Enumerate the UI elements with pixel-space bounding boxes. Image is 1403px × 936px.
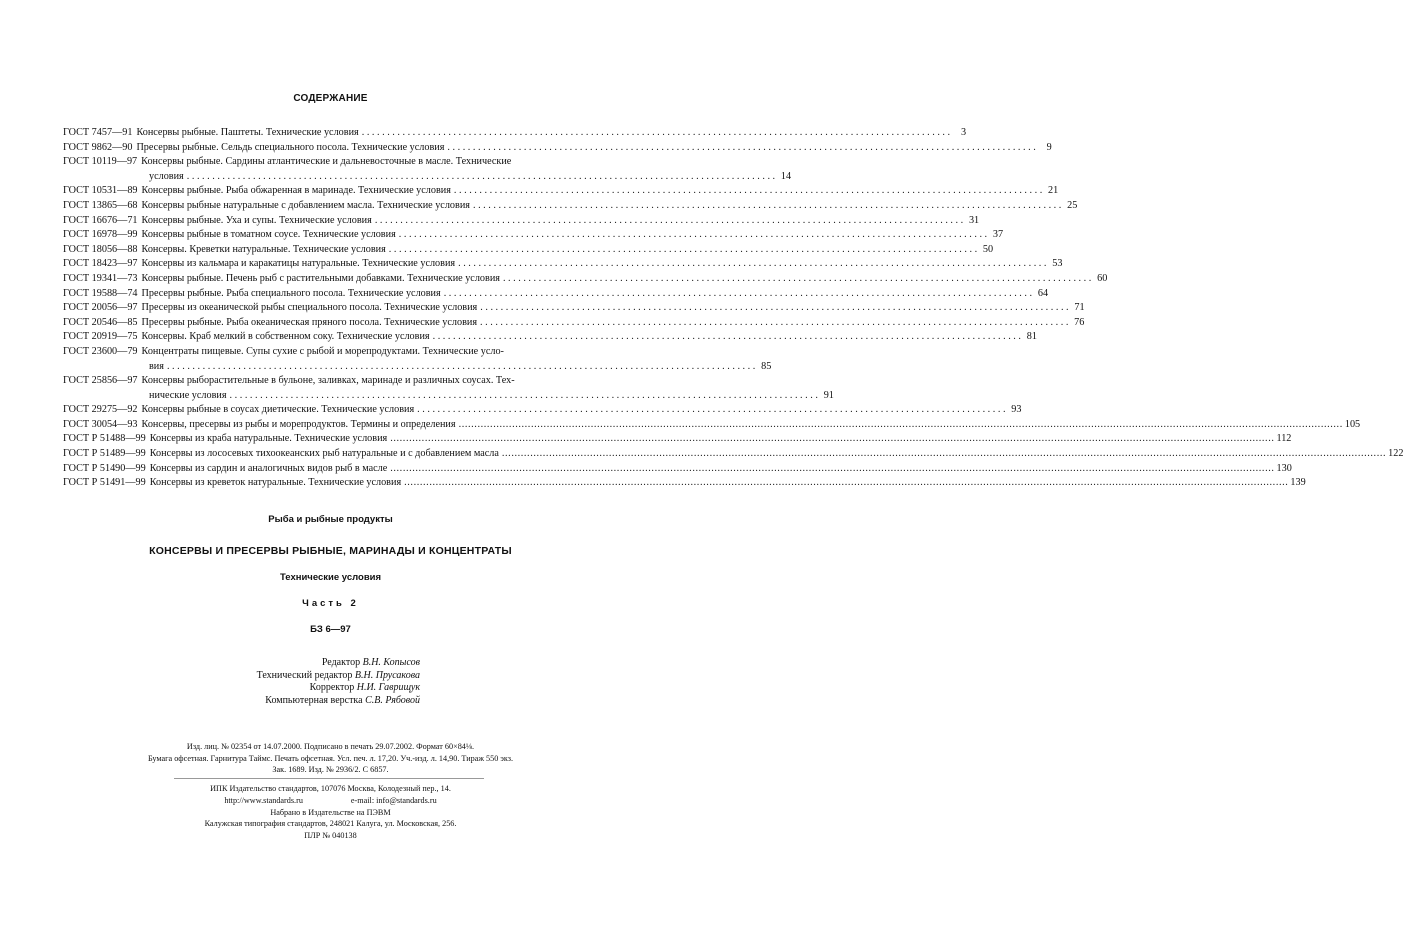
toc-title: СОДЕРЖАНИЕ <box>293 93 368 104</box>
editor-name: В.Н. Прусакова <box>354 669 420 681</box>
toc-entry[interactable] <box>63 374 600 389</box>
toc-entry-page: 85 <box>761 360 772 372</box>
toc-entry-code: ГОСТ 9862—90 <box>63 141 133 153</box>
toc-entry-code: ГОСТ Р 51488—99 <box>63 433 146 445</box>
imprint-line: Изд. лиц. № 02354 от 14.07.2000. Подписано в печать 29.07.2002. Формат 60×84⅛. <box>186 742 475 751</box>
editor-line <box>257 657 420 670</box>
toc-entry-code: ГОСТ Р 51490—99 <box>63 462 146 474</box>
editor-role: Технический редактор <box>256 669 353 681</box>
toc-entry-code: ГОСТ 7457—91 <box>63 127 133 138</box>
toc-leader-dots <box>389 243 977 258</box>
toc-entry-continuation[interactable] <box>63 389 834 404</box>
toc-entry-title: Консервы из краба натуральные. Технические условия <box>149 433 388 445</box>
toc-leader-dots <box>404 476 1288 491</box>
subject-heading: Рыба и рыбные продукты <box>268 514 393 525</box>
toc-entry[interactable] <box>63 476 1306 491</box>
toc-entry-title: Пресервы рыбные. Сельдь специального посола. Технические условия <box>136 141 445 153</box>
toc-entry-title: Пресервы рыбные. Рыба океаническая пряного посола. Технические условия <box>141 316 478 328</box>
toc-leader-dots <box>230 389 818 404</box>
editors-block <box>257 657 420 707</box>
toc-leader-dots <box>390 462 1274 477</box>
toc-entry[interactable] <box>63 345 600 360</box>
toc-entry[interactable] <box>63 126 967 141</box>
toc-entry-title: Консервы рыбные. Паштеты. Технические условия <box>136 127 359 138</box>
toc-entry-title: Консервы рыбные. Уха и супы. Технические условия <box>141 214 372 226</box>
toc-entry-title: Консервы рыбные в томатном соусе. Технические условия <box>141 229 396 241</box>
editor-name: Н.И. Гаврищук <box>356 682 420 694</box>
toc-entry[interactable] <box>63 184 1059 199</box>
toc-entry[interactable] <box>63 214 980 229</box>
toc-entry-page: 139 <box>1290 477 1306 489</box>
imprint-block <box>0 741 661 776</box>
toc-entry-page: 31 <box>968 214 980 226</box>
toc-entry[interactable] <box>63 403 1022 418</box>
toc-leader-dots <box>480 301 1068 316</box>
toc-entry-continuation[interactable] <box>63 360 772 375</box>
toc-entry-page: 91 <box>823 389 834 401</box>
table-of-contents <box>63 126 1403 491</box>
editor-name: С.В. Рябовой <box>365 694 420 706</box>
publisher-block <box>0 783 661 842</box>
toc-leader-dots <box>167 360 755 375</box>
toc-entry[interactable] <box>63 301 1085 316</box>
toc-entry[interactable] <box>63 432 1292 447</box>
toc-entry-page: 14 <box>780 170 792 182</box>
toc-entry-code: ГОСТ 19588—74 <box>63 287 138 299</box>
toc-entry-title: Консервы рыбные. Печень рыб с растительными добавками. Технические условия <box>141 272 500 284</box>
conditions-heading: Технические условия <box>279 572 382 583</box>
toc-entry-code: ГОСТ 16676—71 <box>63 214 138 226</box>
toc-entry[interactable] <box>63 418 1361 433</box>
toc-entry-code: ГОСТ 25856—97 <box>63 375 138 387</box>
bz-heading: БЗ 6—97 <box>310 624 351 635</box>
typesetting-note: Набрано в Издательстве на ПЭВМ <box>270 807 391 817</box>
toc-entry-code: ГОСТ 10531—89 <box>63 185 138 197</box>
toc-entry-code: ГОСТ 18423—97 <box>63 258 138 270</box>
toc-entry[interactable] <box>63 272 1108 287</box>
toc-entry-code: ГОСТ 18056—88 <box>63 243 138 255</box>
toc-entry-title: Пресервы из океанической рыбы специального посола. Технические условия <box>141 302 478 314</box>
editor-name: В.Н. Копысов <box>362 657 420 668</box>
toc-entry-page: 64 <box>1037 287 1049 299</box>
toc-entry-code: ГОСТ 20546—85 <box>63 316 138 328</box>
toc-leader-dots <box>502 447 1386 462</box>
toc-entry-page: 71 <box>1074 302 1085 314</box>
toc-leader-dots <box>187 170 775 185</box>
toc-leader-dots <box>503 272 1091 287</box>
toc-leader-dots <box>390 432 1274 447</box>
toc-leader-dots <box>447 141 1035 156</box>
toc-entry-title: Концентраты пищевые. Супы сухие с рыбой и морепродуктами. Технические усло- <box>141 345 504 357</box>
toc-entry-page: 50 <box>982 243 994 255</box>
toc-entry-title: Консервы из сардин и аналогичных видов рыб в масле <box>149 462 388 474</box>
toc-leader-dots <box>459 418 1343 433</box>
toc-entry[interactable] <box>63 141 1052 156</box>
toc-entry-title: Консервы рыборастительные в бульоне, заливках, маринаде и различных соусах. Тех- <box>141 375 515 387</box>
toc-leader-dots <box>433 330 1021 345</box>
toc-entry-code: ГОСТ 19341—73 <box>63 272 138 284</box>
editor-role: Редактор <box>321 657 361 668</box>
collection-title: КОНСЕРВЫ И ПРЕСЕРВЫ РЫБНЫЕ, МАРИНАДЫ И КОНЦЕНТРАТЫ <box>149 545 512 557</box>
toc-entry[interactable] <box>63 155 600 170</box>
part-heading: Часть 2 <box>302 598 359 609</box>
toc-leader-dots <box>458 257 1046 272</box>
toc-entry-code: ГОСТ 16978—99 <box>63 229 138 241</box>
toc-entry-title: Консервы. Креветки натуральные. Технические условия <box>141 243 386 255</box>
toc-entry-title-cont: условия <box>149 170 184 182</box>
toc-leader-dots <box>454 184 1042 199</box>
publisher-address: ИПК Издательство стандартов, 107076 Москва, Колодезный пер., 14. <box>210 784 451 793</box>
toc-entry-code: ГОСТ Р 51489—99 <box>63 448 146 460</box>
toc-entry-page: 105 <box>1344 418 1361 430</box>
toc-leader-dots <box>473 199 1061 214</box>
toc-leader-dots <box>399 228 987 243</box>
toc-entry-code: ГОСТ 13865—68 <box>63 199 138 211</box>
toc-entry-page: 53 <box>1052 258 1063 270</box>
publisher-email-link[interactable]: e-mail: info@standards.ru <box>350 795 437 805</box>
toc-leader-dots <box>480 316 1068 331</box>
toc-entry[interactable] <box>63 243 994 258</box>
editor-line <box>257 682 420 695</box>
toc-entry[interactable] <box>63 462 1292 477</box>
toc-leader-dots <box>417 403 1005 418</box>
toc-entry-page: 81 <box>1026 331 1037 343</box>
publisher-website-link[interactable]: http://www.standards.ru <box>224 795 303 805</box>
toc-entry-code: ГОСТ 10119—97 <box>63 156 138 168</box>
toc-entry-page: 60 <box>1097 272 1108 284</box>
toc-entry[interactable] <box>63 447 1403 462</box>
toc-entry-page: 122 <box>1388 448 1403 460</box>
toc-entry-title: Консервы рыбные. Рыба обжаренная в маринаде. Технические условия <box>141 185 451 197</box>
toc-entry-page: 112 <box>1276 433 1292 445</box>
toc-entry[interactable] <box>63 287 1049 302</box>
toc-leader-dots <box>362 126 950 141</box>
toc-entry-page: 76 <box>1074 316 1085 328</box>
imprint-line: Зак. 1689. Изд. № 2936/2. С 6857. <box>272 765 389 775</box>
toc-entry-title-cont: нические условия <box>149 389 227 401</box>
toc-entry-code: ГОСТ 20919—75 <box>63 331 138 343</box>
toc-entry-title: Пресервы рыбные. Рыба специального посола. Технические условия <box>141 287 441 299</box>
editor-role: Корректор <box>309 682 355 694</box>
toc-entry-code: ГОСТ 30054—93 <box>63 418 138 430</box>
toc-entry[interactable] <box>63 330 1037 345</box>
toc-entry-page: 3 <box>960 127 967 138</box>
toc-entry-page: 25 <box>1067 199 1078 211</box>
toc-entry[interactable] <box>63 316 1085 331</box>
toc-entry-page: 37 <box>992 229 1004 241</box>
toc-entry-page: 21 <box>1048 185 1059 197</box>
toc-entry-title: Консервы, пресервы из рыбы и морепродуктов. Термины и определения <box>141 418 456 430</box>
toc-entry[interactable] <box>63 257 1063 272</box>
editor-line <box>257 695 420 708</box>
toc-entry-code: ГОСТ 20056—97 <box>63 302 138 314</box>
toc-entry-title: Консервы рыбные в соусах диетические. Технические условия <box>141 404 415 416</box>
printing-house: Калужская типография стандартов, 248021 Калуга, ул. Московская, 256. <box>204 819 457 829</box>
toc-leader-dots <box>375 214 963 229</box>
toc-entry-code: ГОСТ 23600—79 <box>63 345 138 357</box>
imprint-line: Бумага офсетная. Гарнитура Таймс. Печать офсетная. Усл. печ. л. 17,20. Уч.-изд. л. 14,90. Тираж 550 экз. <box>147 753 514 763</box>
plr-number: ПЛР № 040138 <box>304 831 357 841</box>
editor-role: Компьютерная верстка <box>265 694 363 706</box>
toc-entry-page: 93 <box>1011 404 1022 416</box>
toc-entry-title: Консервы рыбные натуральные с добавлением масла. Технические условия <box>141 199 470 211</box>
publisher-contacts <box>0 795 661 807</box>
toc-entry-continuation[interactable] <box>63 170 792 185</box>
toc-entry-title: Консервы. Краб мелкий в собственном соку. Технические условия <box>141 331 430 343</box>
toc-entry-code: ГОСТ Р 51491—99 <box>63 477 146 489</box>
toc-entry[interactable] <box>63 228 1004 243</box>
toc-leader-dots <box>444 287 1032 302</box>
toc-entry[interactable] <box>63 199 1078 214</box>
toc-entry-page: 9 <box>1046 141 1052 153</box>
divider <box>174 778 484 779</box>
toc-entry-title: Консервы из креветок натуральные. Технические условия <box>149 477 402 489</box>
toc-entry-title: Консервы из лососевых тихоокеанских рыб натуральные и с добавлением масла <box>149 448 499 460</box>
toc-entry-title: Консервы из кальмара и каракатицы натуральные. Технические условия <box>141 258 456 270</box>
editor-line <box>257 670 420 683</box>
toc-entry-title: Консервы рыбные. Сардины атлантические и дальневосточные в масле. Технические <box>141 156 512 168</box>
toc-entry-code: ГОСТ 29275—92 <box>63 404 138 416</box>
toc-entry-title-cont: вия <box>149 360 164 372</box>
toc-entry-page: 130 <box>1276 462 1292 474</box>
